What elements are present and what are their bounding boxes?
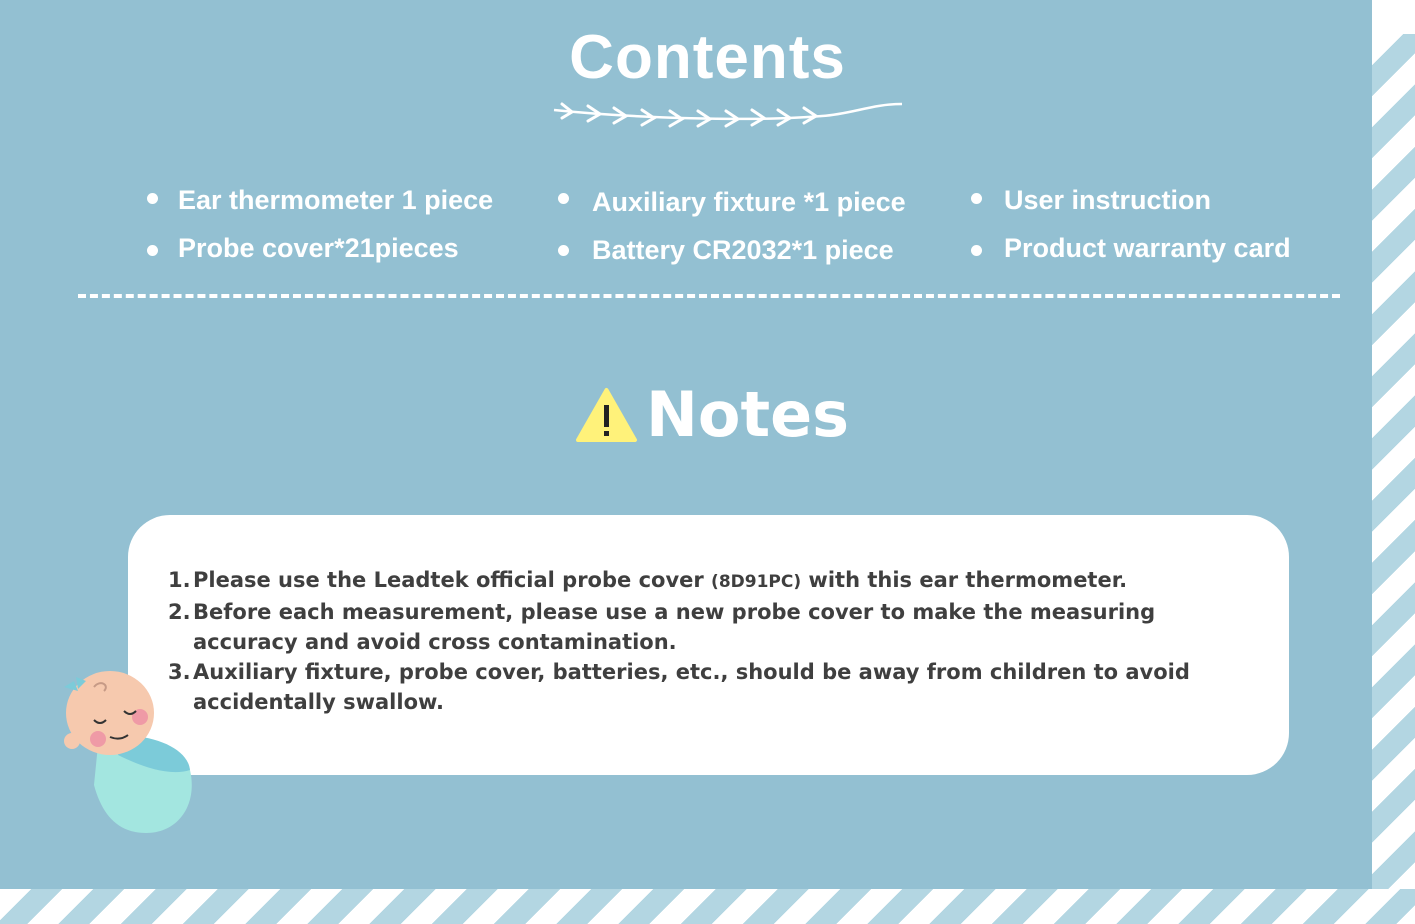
note-text: Before each measurement, please use a new probe cover to make the measuring accuracy and avoid cross contamination. — [193, 600, 1156, 654]
notes-title: Notes — [646, 378, 850, 451]
note-number: 1. — [168, 568, 191, 592]
bottom-stripe-border — [0, 889, 1415, 924]
note-item — [168, 657, 1258, 717]
contents-item: Auxiliary fixture *1 piece — [592, 187, 906, 217]
bullet-icon — [558, 245, 569, 256]
contents-item: Product warranty card — [1004, 233, 1291, 263]
note-item — [168, 565, 1258, 597]
notes-list — [168, 565, 1258, 717]
bullet-icon — [147, 245, 158, 256]
bullet-icon — [147, 193, 158, 204]
contents-item: Ear thermometer 1 piece — [178, 185, 494, 215]
note-text: Auxiliary fixture, probe cover, batteries, etc., should be away from children to avoid accidentally swallow. — [193, 660, 1190, 714]
bullet-icon — [971, 193, 982, 204]
bullet-icon — [971, 245, 982, 256]
right-stripe-border — [1372, 34, 1415, 924]
warning-triangle-icon — [575, 387, 638, 443]
probe-cover-code: (8D91PC) — [711, 572, 802, 592]
contents-item: User instruction — [1004, 185, 1212, 215]
note-text: with this ear thermometer. — [801, 568, 1128, 592]
note-number: 3. — [168, 660, 191, 684]
contents-item: Probe cover*21pieces — [178, 233, 459, 263]
note-text: Please use the Leadtek official probe cover — [193, 568, 712, 592]
bullet-icon — [558, 193, 569, 204]
contents-title: Contents — [569, 23, 846, 92]
vine-divider-icon — [552, 96, 904, 132]
note-number: 2. — [168, 600, 191, 624]
note-item — [168, 597, 1258, 657]
dashed-divider — [78, 294, 1340, 298]
contents-item: Battery CR2032*1 piece — [592, 235, 894, 265]
sleeping-baby-icon — [58, 665, 198, 837]
